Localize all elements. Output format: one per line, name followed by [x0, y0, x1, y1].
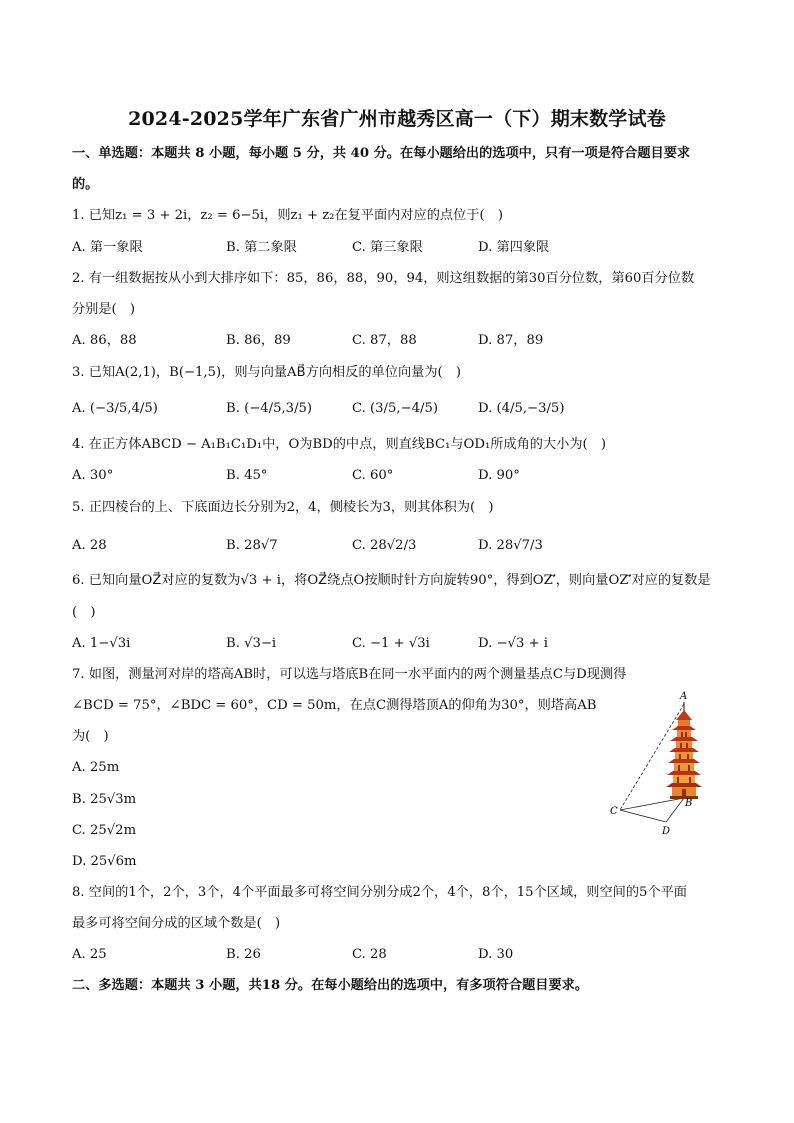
question-1-option-c: C. 第三象限 [352, 240, 423, 255]
question-3-option-b: B. (−4/5,3/5) [226, 401, 313, 416]
question-3-option-d: D. (4/5,−3/5) [478, 401, 565, 416]
question-8-option-a: A. 25 [72, 947, 107, 962]
question-7-stem: 7. 如图，测量河对岸的塔高AB时，可以选与塔底B在同一水平面内的两个测量基点C与D现测得 [72, 667, 627, 682]
question-6-option-c: C. −1 + √3i [352, 636, 430, 651]
label-a: A [680, 691, 688, 702]
question-7-option-a: A. 25m [72, 760, 120, 775]
page-title: 2024-2025学年广东省广州市越秀区高一（下）期末数学试卷 [128, 108, 666, 130]
question-8-option-b: B. 26 [226, 947, 261, 962]
question-6-stem-cont: ( ) [72, 605, 96, 620]
pagoda-figure [606, 690, 716, 840]
question-4-stem: 4. 在正方体ABCD − A₁B₁C₁D₁中，O为BD的中点，则直线BC₁与OD₁所成角的大小为( ) [72, 437, 607, 452]
question-5-option-b: B. 28√7 [226, 538, 278, 553]
question-2-stem-cont: 分别是( ) [72, 302, 136, 317]
question-4-option-b: B. 45° [226, 468, 268, 483]
question-6-option-d: D. −√3 + i [478, 636, 548, 651]
question-1-option-d: D. 第四象限 [478, 240, 550, 255]
question-1-option-b: B. 第二象限 [226, 240, 297, 255]
question-4-option-d: D. 90° [478, 468, 520, 483]
question-8-option-d: D. 30 [478, 947, 514, 962]
question-8-stem-cont: 最多可将空间分成的区域个数是( ) [72, 916, 281, 931]
question-5-option-d: D. 28√7/3 [478, 538, 543, 553]
question-5-option-c: C. 28√2/3 [352, 538, 417, 553]
label-c: C [610, 806, 618, 817]
line-bc [620, 798, 684, 810]
pagoda-icon [666, 702, 702, 799]
question-2-option-d: D. 87，89 [478, 333, 544, 348]
question-5-stem: 5. 正四棱台的上、下底面边长分别为2，4，侧棱长为3，则其体积为( ) [72, 500, 494, 515]
question-6-option-b: B. √3−i [226, 636, 277, 651]
question-2-option-a: A. 86，88 [72, 333, 137, 348]
line-cd [620, 810, 666, 822]
question-6-option-a: A. 1−√3i [72, 636, 131, 651]
question-4-option-c: C. 60° [352, 468, 394, 483]
question-2-option-c: C. 87，88 [352, 333, 417, 348]
question-4-option-a: A. 30° [72, 468, 114, 483]
question-7-option-c: C. 25√2m [72, 823, 137, 838]
section1-heading: 一、单选题：本题共 8 小题，每小题 5 分，共 40 分。在每小题给出的选项中，只有一项是符合题目要求 [72, 146, 691, 161]
question-2-stem: 2. 有一组数据按从小到大排序如下：85，86，88，90，94，则这组数据的第30百分位数，第60百分位数 [72, 271, 695, 286]
question-7-option-d: D. 25√6m [72, 854, 137, 869]
question-8-stem: 8. 空间的1个，2个，3个，4个平面最多可将空间分别分成2个，4个，8个，15个区域，则空间的5个平面 [72, 885, 687, 900]
label-d: D [662, 826, 671, 837]
question-3-stem: 3. 已知A(2,1)，B(−1,5)，则与向量AB⃗方向相反的单位向量为( ) [72, 365, 461, 380]
question-1-stem: 1. 已知z₁ = 3 + 2i，z₂ = 6−5i，则z₁ + z₂在复平面内对应的点位于( ) [72, 208, 503, 223]
question-2-option-b: B. 86，89 [226, 333, 291, 348]
line-bd [666, 798, 684, 822]
question-1-option-a: A. 第一象限 [72, 240, 143, 255]
section1-heading-cont: 的。 [72, 177, 99, 192]
question-7-stem-end: 为( ) [72, 729, 109, 744]
question-7-option-b: B. 25√3m [72, 792, 137, 807]
question-3-option-a: A. (−3/5,4/5) [72, 401, 158, 416]
label-b: B [685, 798, 693, 809]
question-8-option-c: C. 28 [352, 947, 387, 962]
question-6-stem: 6. 已知向量OZ⃗对应的复数为√3 + i，将OZ⃗绕点O按顺时针方向旋转90°，得到OZ′⃗，则向量OZ′⃗对应的复数是 [72, 573, 711, 588]
question-7-stem-cont: ∠BCD = 75°，∠BDC = 60°，CD = 50m，在点C测得塔顶A的仰角为30°，则塔高AB [72, 698, 597, 713]
question-3-option-c: C. (3/5,−4/5) [352, 401, 438, 416]
question-5-option-a: A. 28 [72, 538, 107, 553]
section2-heading: 二、多选题：本题共 3 小题，共18 分。在每小题给出的选项中，有多项符合题目要求。 [72, 978, 589, 993]
